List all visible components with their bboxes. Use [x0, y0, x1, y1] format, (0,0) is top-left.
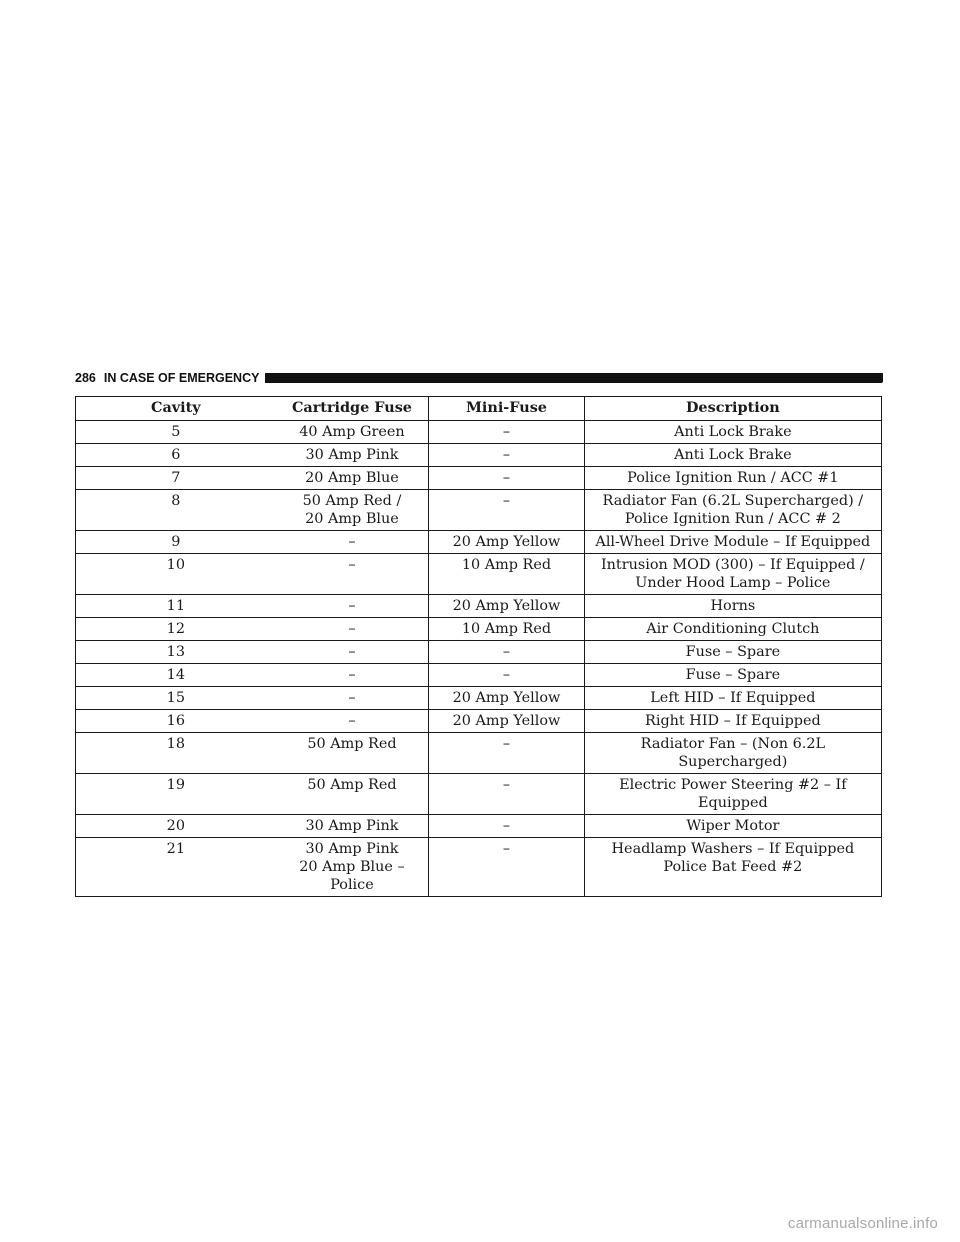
cell-mini-fuse: 10 Amp Red: [429, 618, 584, 641]
table-row: [76, 595, 882, 618]
table-row: [76, 664, 882, 687]
cell-mini-fuse: –: [429, 467, 584, 490]
cell-description: Horns: [584, 595, 881, 618]
header-rule: [265, 373, 883, 383]
column-header-cartridge-fuse: Cartridge Fuse: [276, 397, 429, 421]
page-number: 286: [75, 371, 96, 385]
column-header-mini-fuse: Mini-Fuse: [429, 397, 584, 421]
table-header-row: [76, 397, 882, 421]
cell-cartridge-fuse: –: [276, 664, 429, 687]
table-row: [76, 815, 882, 838]
cell-cavity: 6: [76, 444, 276, 467]
cell-cartridge-fuse: –: [276, 618, 429, 641]
cell-description: Right HID – If Equipped: [584, 710, 881, 733]
cell-description: Fuse – Spare: [584, 641, 881, 664]
cell-mini-fuse: 10 Amp Red: [429, 554, 584, 595]
cell-cavity: 7: [76, 467, 276, 490]
cell-description: Air Conditioning Clutch: [584, 618, 881, 641]
section-title: IN CASE OF EMERGENCY: [103, 371, 260, 385]
cell-cavity: 19: [76, 774, 276, 815]
cell-description: Fuse – Spare: [584, 664, 881, 687]
cell-description: All-Wheel Drive Module – If Equipped: [584, 531, 881, 554]
cell-cartridge-fuse: –: [276, 641, 429, 664]
cell-cavity: 8: [76, 490, 276, 531]
table-row: [76, 421, 882, 444]
cell-mini-fuse: –: [429, 641, 584, 664]
table-row: [76, 554, 882, 595]
cell-mini-fuse: 20 Amp Yellow: [429, 531, 584, 554]
column-header-description: Description: [584, 397, 881, 421]
cell-cartridge-fuse: –: [276, 710, 429, 733]
table-row: [76, 618, 882, 641]
column-header-cavity: Cavity: [76, 397, 276, 421]
table-row: [76, 774, 882, 815]
table-row: [76, 490, 882, 531]
cell-cavity: 5: [76, 421, 276, 444]
cell-cartridge-fuse: 20 Amp Blue: [276, 467, 429, 490]
cell-cartridge-fuse: 40 Amp Green: [276, 421, 429, 444]
cell-cartridge-fuse: 50 Amp Red: [276, 774, 429, 815]
cell-description: Police Ignition Run / ACC #1: [584, 467, 881, 490]
cell-mini-fuse: –: [429, 490, 584, 531]
cell-cavity: 10: [76, 554, 276, 595]
table-row: [76, 531, 882, 554]
cell-mini-fuse: –: [429, 444, 584, 467]
table-row: [76, 444, 882, 467]
cell-cartridge-fuse: –: [276, 687, 429, 710]
fuse-table: [75, 396, 882, 897]
cell-description: Headlamp Washers – If Equipped Police Bat Feed #2: [584, 838, 881, 897]
cell-description: Radiator Fan (6.2L Supercharged) / Police Ignition Run / ACC # 2: [584, 490, 881, 531]
table-row: [76, 641, 882, 664]
cell-cartridge-fuse: 30 Amp Pink: [276, 444, 429, 467]
cell-description: Intrusion MOD (300) – If Equipped / Under Hood Lamp – Police: [584, 554, 881, 595]
cell-cavity: 20: [76, 815, 276, 838]
cell-cartridge-fuse: –: [276, 554, 429, 595]
cell-mini-fuse: –: [429, 838, 584, 897]
cell-description: Electric Power Steering #2 – If Equipped: [584, 774, 881, 815]
cell-mini-fuse: –: [429, 421, 584, 444]
cell-mini-fuse: –: [429, 774, 584, 815]
watermark: carmanualsonline.info: [787, 1215, 938, 1232]
cell-description: Anti Lock Brake: [584, 421, 881, 444]
cell-mini-fuse: 20 Amp Yellow: [429, 595, 584, 618]
cell-description: Anti Lock Brake: [584, 444, 881, 467]
cell-cavity: 14: [76, 664, 276, 687]
cell-mini-fuse: –: [429, 815, 584, 838]
cell-description: Wiper Motor: [584, 815, 881, 838]
cell-description: Left HID – If Equipped: [584, 687, 881, 710]
cell-cavity: 11: [76, 595, 276, 618]
cell-cartridge-fuse: 30 Amp Pink: [276, 815, 429, 838]
cell-cartridge-fuse: –: [276, 595, 429, 618]
cell-cartridge-fuse: 50 Amp Red: [276, 733, 429, 774]
cell-mini-fuse: –: [429, 733, 584, 774]
cell-cartridge-fuse: 50 Amp Red / 20 Amp Blue: [276, 490, 429, 531]
table-row: [76, 467, 882, 490]
cell-cartridge-fuse: 30 Amp Pink 20 Amp Blue – Police: [276, 838, 429, 897]
cell-cartridge-fuse: –: [276, 531, 429, 554]
cell-cavity: 13: [76, 641, 276, 664]
cell-cavity: 16: [76, 710, 276, 733]
cell-cavity: 12: [76, 618, 276, 641]
cell-cavity: 9: [76, 531, 276, 554]
table-row: [76, 687, 882, 710]
cell-mini-fuse: 20 Amp Yellow: [429, 687, 584, 710]
cell-cavity: 21: [76, 838, 276, 897]
table-row: [76, 838, 882, 897]
cell-cavity: 15: [76, 687, 276, 710]
table-row: [76, 733, 882, 774]
cell-cavity: 18: [76, 733, 276, 774]
page-header: [75, 370, 883, 386]
cell-mini-fuse: –: [429, 664, 584, 687]
table-row: [76, 710, 882, 733]
cell-mini-fuse: 20 Amp Yellow: [429, 710, 584, 733]
cell-description: Radiator Fan – (Non 6.2L Supercharged): [584, 733, 881, 774]
